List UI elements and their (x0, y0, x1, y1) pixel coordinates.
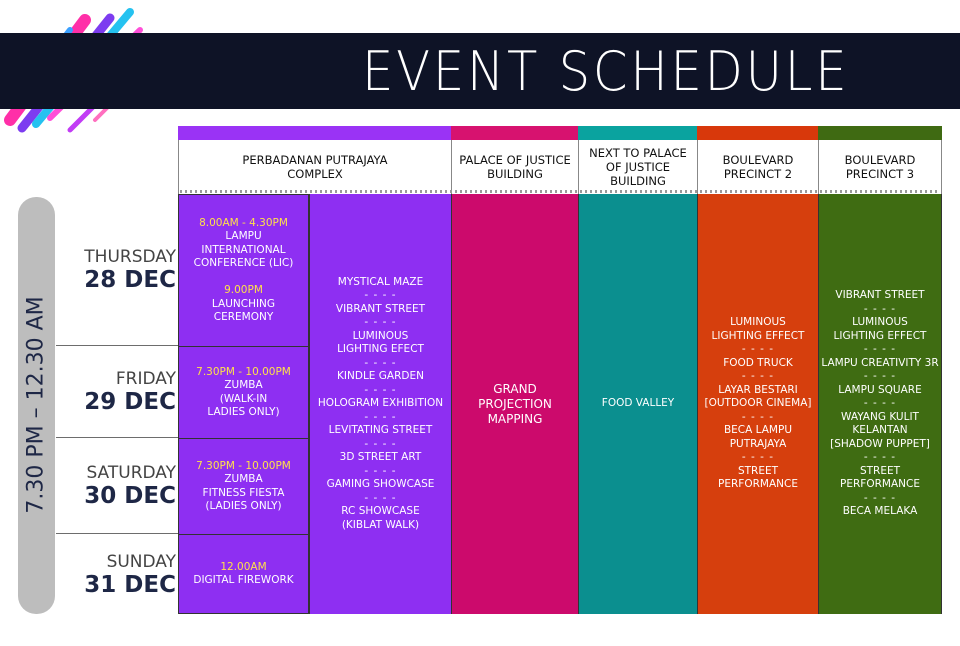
event-line: GAMING SHOWCASE (326, 478, 435, 491)
separator: - - - - (364, 410, 397, 423)
event-line: LAMPU CREATIVITY 3R (821, 356, 939, 369)
event-line: 3D STREET ART (339, 451, 422, 464)
event-time: 12.00AM (220, 560, 267, 573)
event-time: 7.30PM - 10.00PM (196, 459, 291, 472)
venue-header-palace: PALACE OF JUSTICE BUILDING (451, 140, 578, 194)
event-line: (LADIES ONLY) (205, 500, 282, 512)
day-date: 30 DEC (84, 483, 176, 509)
schedule-cell-thursday (178, 194, 309, 346)
venue-header-precinct3: BOULEVARD PRECINCT 3 (818, 140, 942, 194)
event-line (194, 271, 294, 285)
event-line: FOOD TRUCK (723, 356, 793, 369)
schedule-column-next-palace (578, 194, 697, 614)
schedule-column-precinct2 (697, 194, 818, 614)
column-lines (478, 382, 552, 427)
column-lines (602, 397, 674, 411)
event-line: [SHADOW PUPPET] (830, 437, 930, 450)
event-line: (WALK-IN (219, 392, 268, 405)
event-line: LIGHTING EFFECT (711, 329, 805, 342)
event-line: LADIES ONLY) (207, 406, 280, 418)
event-line: LIGHTING EFFECT (833, 329, 927, 342)
header-dashed-rule (180, 190, 940, 193)
venue-header-perbadanan: PERBADANAN PUTRAJAYA COMPLEX (178, 140, 451, 194)
day-label-saturday (58, 463, 176, 509)
event-time: 9.00PM (224, 284, 263, 296)
separator: - - - - (364, 356, 397, 369)
separator: - - - - (863, 451, 897, 464)
day-name: SUNDAY (106, 552, 176, 572)
event-line: MYSTICAL MAZE (337, 275, 424, 288)
day-name: FRIDAY (115, 369, 176, 389)
event-line: LUMINOUS (852, 316, 908, 329)
separator: - - - - (863, 397, 897, 410)
event-line: LAMPU SQUARE (838, 383, 922, 396)
event-line: BECA MELAKA (842, 505, 918, 518)
venue-header-next-palace: NEXT TO PALACE OF JUSTICE BUILDING (578, 140, 697, 194)
schedule-cell-saturday (178, 438, 309, 534)
separator: - - - - (364, 383, 397, 396)
event-line: CEREMONY (213, 311, 274, 323)
day-label-sunday (58, 552, 176, 598)
event-line: LAMPU (225, 230, 262, 242)
event-time: 7.30PM - 10.00PM (196, 365, 291, 378)
schedule-cell-sunday (178, 534, 309, 614)
separator: - - - - (741, 343, 775, 356)
event-line: CONFERENCE (LIC) (193, 257, 294, 269)
event-line: PROJECTION (478, 396, 552, 411)
schedule-column-perbadanan-all (309, 194, 451, 614)
event-line: STREET (737, 464, 779, 477)
event-line: [OUTDOOR CINEMA] (704, 397, 812, 410)
cell-lines (194, 217, 294, 325)
venue-header-precinct2: BOULEVARD PRECINCT 2 (697, 140, 818, 194)
column-lines (705, 316, 812, 492)
venue-bar-precinct3 (818, 126, 942, 140)
event-line: MAPPING (487, 411, 543, 426)
event-line: VIBRANT STREET (835, 289, 925, 302)
day-label-friday (58, 369, 176, 415)
event-line: STREET (859, 464, 901, 477)
page-title: EVENT SCHEDULE (362, 40, 850, 103)
column-lines (821, 289, 938, 519)
event-line: LAUNCHING (211, 297, 276, 310)
separator: - - - - (364, 437, 397, 450)
event-line: PERFORMANCE (840, 478, 920, 491)
schedule-cell-friday (178, 346, 309, 438)
separator: - - - - (364, 289, 397, 302)
schedule-column-palace (451, 194, 578, 614)
event-line: LUMINOUS (352, 329, 409, 342)
venue-bar-perbadanan (178, 126, 451, 140)
cell-lines (196, 460, 291, 514)
event-line: LEVITATING STREET (328, 424, 433, 437)
separator: - - - - (364, 464, 397, 477)
venue-bar-next-palace (578, 126, 697, 140)
separator: - - - - (741, 370, 775, 383)
day-date: 31 DEC (84, 572, 176, 598)
event-line: LIGHTING EFECT (337, 343, 424, 356)
venue-bar-palace (451, 126, 578, 140)
event-line: KINDLE GARDEN (337, 370, 424, 383)
event-line: INTERNATIONAL (201, 243, 286, 256)
event-line: LAYAR BESTARI (718, 383, 798, 396)
separator: - - - - (364, 316, 397, 329)
day-name: THURSDAY (84, 247, 176, 267)
schedule-column-precinct3 (818, 194, 942, 614)
event-line: LUMINOUS (730, 316, 786, 329)
event-line: BECA LAMPU (723, 424, 793, 437)
separator: - - - - (741, 410, 775, 423)
event-time: 8.00AM - 4.30PM (199, 216, 288, 229)
event-line: GRAND (493, 381, 537, 396)
event-line: KELANTAN (852, 424, 908, 437)
event-line: FITNESS FIESTA (202, 486, 285, 499)
separator: - - - - (863, 370, 897, 383)
day-label-thursday (58, 247, 176, 293)
separator: - - - - (741, 451, 775, 464)
time-range-label: 7.30 PM – 12.30 AM (23, 296, 49, 514)
event-line: VIBRANT STREET (335, 302, 426, 315)
event-line: DIGITAL FIREWORK (193, 574, 294, 586)
separator: - - - - (863, 302, 897, 315)
column-lines (318, 276, 443, 533)
separator: - - - - (863, 491, 897, 504)
separator: - - - - (364, 491, 397, 504)
event-line: ZUMBA (224, 379, 263, 391)
day-date: 29 DEC (84, 389, 176, 415)
event-line: WAYANG KULIT (841, 410, 919, 423)
day-name: SATURDAY (86, 463, 176, 483)
cell-lines (193, 561, 293, 588)
event-line: (KIBLAT WALK) (341, 518, 420, 531)
separator: - - - - (863, 343, 897, 356)
day-divider (56, 345, 178, 346)
event-line: PUTRAJAYA (729, 437, 787, 450)
venue-bar-precinct2 (697, 126, 818, 140)
event-line: PERFORMANCE (718, 478, 798, 491)
cell-lines (196, 366, 291, 420)
day-divider (56, 437, 178, 438)
event-line: ZUMBA (224, 473, 263, 485)
event-line: HOLOGRAM EXHIBITION (317, 397, 444, 410)
event-line: RC SHOWCASE (341, 505, 420, 518)
day-date: 28 DEC (84, 267, 176, 293)
event-line: FOOD VALLEY (601, 397, 675, 410)
day-divider (56, 533, 178, 534)
